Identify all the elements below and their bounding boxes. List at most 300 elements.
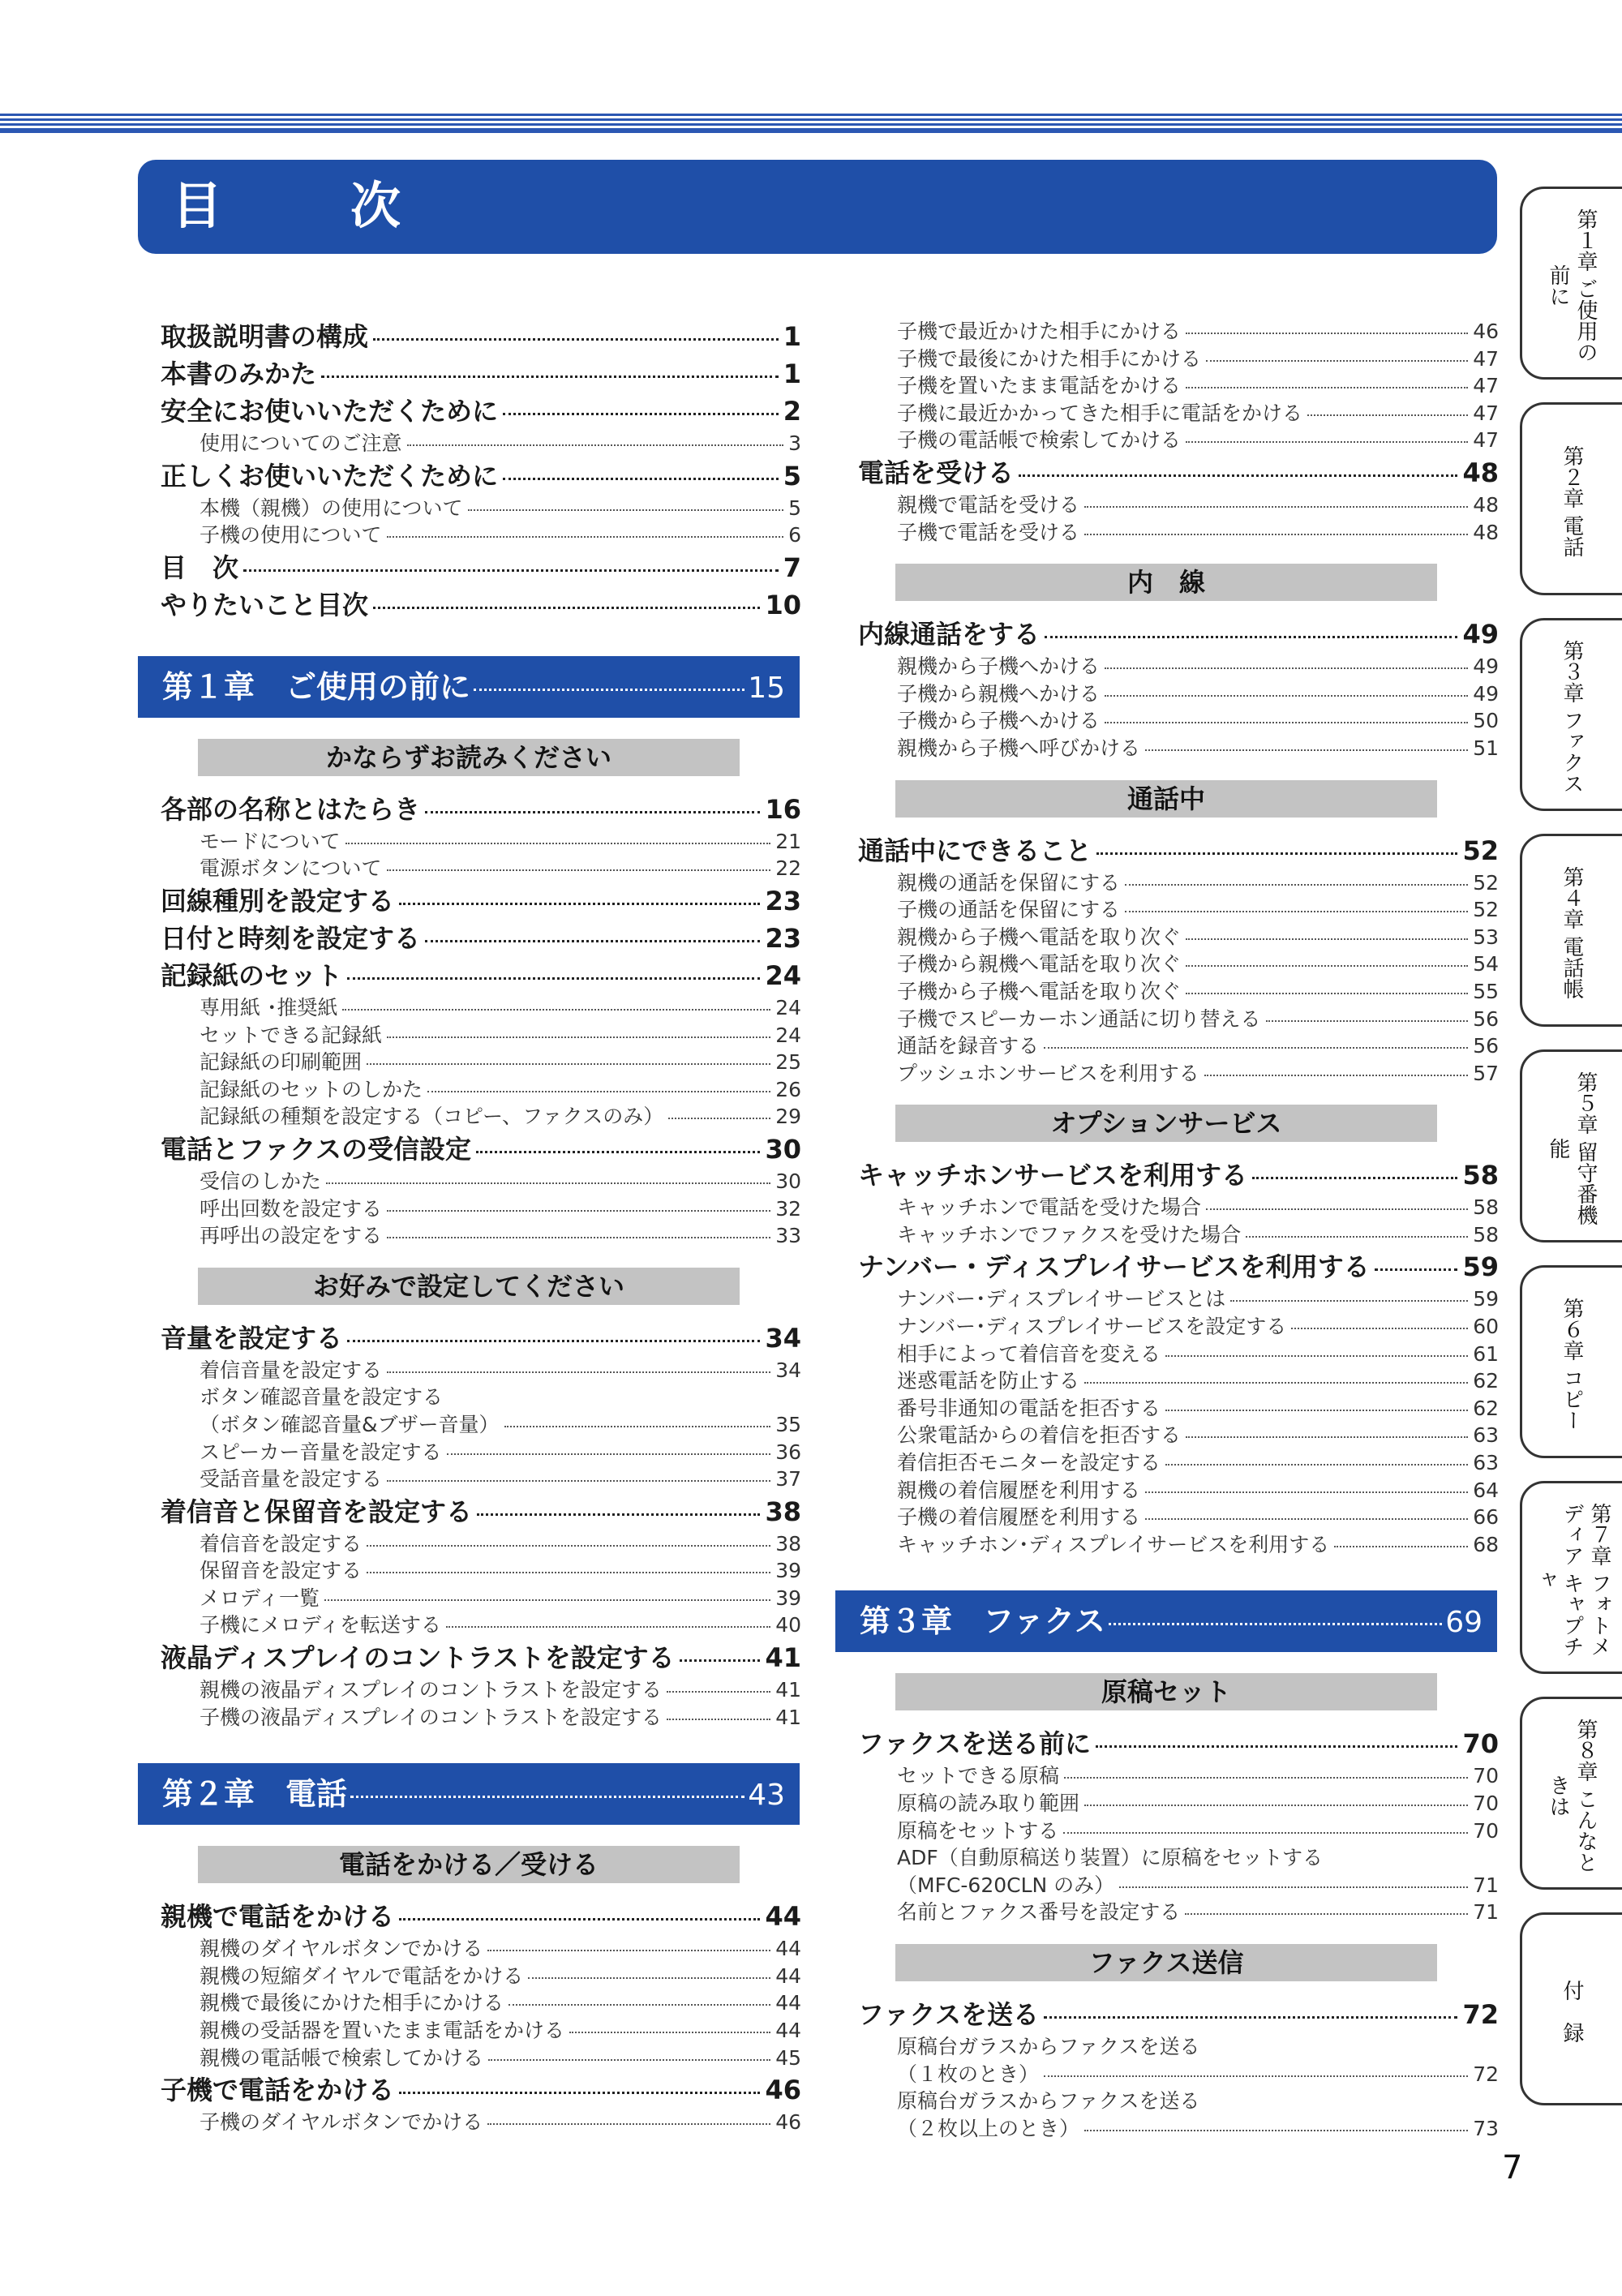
toc-entry[interactable] — [858, 1996, 1499, 2033]
dot-leader — [1252, 1177, 1457, 1179]
entry-title: ADF（自動原稿送り装置）に原稿をセットする — [897, 1846, 1323, 1870]
entry-page: 1 — [783, 321, 801, 352]
entry-page: 3 — [788, 431, 801, 455]
entry-title: 子機の液晶ディスプレイのコントラストを設定する — [200, 1705, 663, 1729]
entry-page: 23 — [765, 885, 801, 916]
toc-subentry[interactable] — [858, 1817, 1499, 1845]
toc-subentry[interactable] — [858, 978, 1499, 1006]
entry-title: モードについて — [200, 829, 341, 853]
toc-entry[interactable] — [161, 1131, 801, 1168]
chapter-header-3[interactable] — [835, 1590, 1497, 1652]
tab-chapter-2[interactable] — [1520, 402, 1622, 595]
toc-subentry[interactable] — [858, 1032, 1499, 1060]
dot-leader — [387, 1237, 770, 1238]
toc-subentry[interactable] — [161, 430, 801, 457]
entry-title: 親機から子機へ電話を取り次ぐ — [897, 925, 1182, 949]
toc-subentry[interactable] — [858, 1395, 1499, 1423]
entry-title: 液晶ディスプレイのコントラストを設定する — [161, 1642, 675, 1674]
dot-leader — [1230, 1300, 1468, 1302]
dot-leader — [1063, 1832, 1468, 1834]
toc-subentry[interactable] — [858, 372, 1499, 400]
toc-subentry[interactable] — [161, 1466, 801, 1493]
dot-leader — [387, 1210, 770, 1212]
toc-subentry[interactable] — [858, 896, 1499, 924]
toc-subentry[interactable] — [858, 2061, 1499, 2088]
entry-page: 48 — [1462, 457, 1499, 488]
entry-title: 番号非通知の電話を拒否する — [897, 1396, 1161, 1420]
entry-title: 受話音量を設定する — [200, 1467, 383, 1491]
dot-leader — [399, 903, 760, 905]
entry-page: 44 — [765, 1901, 801, 1933]
toc-subentry[interactable] — [161, 1168, 801, 1195]
entry-page: 47 — [1473, 374, 1499, 398]
dot-leader — [326, 1182, 770, 1184]
tab-label: 第４章 電話帳 — [1560, 865, 1584, 1000]
dot-leader — [1307, 414, 1468, 416]
dot-leader — [347, 1340, 760, 1342]
entry-title: 音量を設定する — [161, 1322, 343, 1354]
dot-leader — [477, 1513, 760, 1516]
dot-leader — [407, 444, 784, 446]
toc-subentry[interactable] — [858, 1790, 1499, 1817]
toc-subentry[interactable] — [858, 1449, 1499, 1477]
entry-title: 記録紙の種類を設定する（コピー、ファクスのみ） — [200, 1105, 664, 1129]
entry-title: 内線通話をする — [858, 619, 1041, 650]
entry-page: 38 — [765, 1496, 801, 1527]
entry-title: 子機を置いたまま電話をかける — [897, 374, 1182, 398]
toc-block — [161, 1320, 801, 1732]
entry-title: キャッチホンで電話を受けた場合 — [897, 1195, 1202, 1220]
entry-page: 62 — [1473, 1396, 1499, 1420]
entry-page: 38 — [775, 1531, 801, 1556]
toc-entry[interactable] — [161, 1320, 801, 1357]
dot-leader — [387, 1480, 770, 1482]
toc-entry[interactable] — [161, 791, 801, 828]
entry-title: 子機の通話を保留にする — [897, 898, 1121, 922]
toc-block — [858, 616, 1499, 762]
toc-subentry[interactable] — [161, 2109, 801, 2136]
tab-label: 第８章 こんなときは — [1546, 1718, 1598, 1873]
toc-subentry[interactable] — [858, 1477, 1499, 1504]
toc-subentry[interactable] — [858, 2115, 1499, 2143]
entry-page: 44 — [775, 1991, 801, 2015]
dot-leader — [399, 2092, 760, 2094]
entry-page: 66 — [1473, 1505, 1499, 1530]
toc-subentry[interactable] — [161, 2045, 801, 2072]
tab-chapter-6[interactable] — [1520, 1265, 1622, 1458]
entry-title: 親機の短縮ダイヤルで電話をかける — [200, 1963, 524, 1988]
dot-leader — [367, 1572, 770, 1573]
toc-subentry[interactable] — [858, 680, 1499, 708]
dot-leader — [427, 1091, 770, 1092]
toc-entry[interactable] — [161, 957, 801, 994]
entry-title: 親機の液晶ディスプレイのコントラストを設定する — [200, 1678, 663, 1702]
dot-leader — [387, 536, 784, 538]
entry-title: プッシュホンサービスを利用する — [897, 1061, 1199, 1085]
section-heading: 内 線 — [895, 564, 1437, 601]
dot-leader — [503, 413, 779, 415]
toc-subentry[interactable] — [858, 427, 1499, 454]
entry-page: 73 — [1473, 2116, 1499, 2140]
toc-subentry[interactable] — [161, 1611, 801, 1639]
section-heading: かならずお読みください — [198, 739, 740, 776]
entry-page: 46 — [775, 2110, 801, 2135]
entry-page: 24 — [775, 1023, 801, 1047]
entry-title: メロディ一覧 — [200, 1586, 320, 1610]
entry-title: 親機で電話をかける — [161, 1901, 395, 1933]
toc-subentry[interactable] — [858, 400, 1499, 427]
entry-page: 58 — [1473, 1195, 1499, 1220]
section-heading: 原稿セット — [895, 1673, 1437, 1710]
entry-page: 62 — [1473, 1369, 1499, 1393]
dot-leader — [1125, 911, 1468, 912]
toc-entry[interactable] — [858, 832, 1499, 869]
dot-leader — [1084, 506, 1468, 508]
dot-leader — [1105, 695, 1468, 697]
entry-title: 親機から子機へ呼びかける — [897, 736, 1141, 760]
entry-page: 5 — [783, 460, 801, 491]
entry-title: 各部の名称とはたらき — [161, 793, 421, 825]
toc-subentry[interactable] — [161, 1103, 801, 1131]
toc-entry[interactable] — [161, 2071, 801, 2109]
dot-leader — [1084, 1805, 1468, 1806]
entry-page: 49 — [1462, 619, 1499, 650]
toc-entry[interactable] — [161, 586, 801, 624]
chapter-title: ご使用の前に — [285, 668, 471, 705]
dot-leader — [476, 1151, 760, 1153]
toc-entry[interactable] — [161, 549, 801, 586]
toc-subentry[interactable] — [858, 1006, 1499, 1033]
entry-title: 安全にお使いいただくために — [161, 396, 499, 427]
tab-chapter-7[interactable] — [1520, 1481, 1622, 1674]
entry-page: 24 — [775, 995, 801, 1019]
entry-title: 子機の着信履歴を利用する — [897, 1505, 1141, 1530]
entry-title: 記録紙の印刷範囲 — [200, 1050, 363, 1075]
section-heading: 電話をかける／受ける — [198, 1846, 740, 1883]
chapter-header-2[interactable] — [138, 1763, 800, 1825]
entry-page: 36 — [775, 1440, 801, 1464]
tab-chapter-8[interactable] — [1520, 1697, 1622, 1890]
toc-entry[interactable] — [858, 454, 1499, 491]
entry-page: 22 — [775, 856, 801, 881]
toc-subentry[interactable] — [161, 1676, 801, 1704]
entry-title: 親機で電話を受ける — [897, 492, 1080, 517]
dot-leader — [373, 338, 779, 341]
entry-page: 47 — [1473, 401, 1499, 425]
toc-subentry[interactable] — [858, 1762, 1499, 1790]
toc-subentry[interactable] — [858, 1194, 1499, 1221]
entry-title: 通話中にできること — [858, 835, 1092, 866]
entry-page: 44 — [775, 2019, 801, 2043]
dot-leader — [1044, 2075, 1468, 2077]
toc-entry[interactable] — [858, 1248, 1499, 1285]
toc-subentry[interactable] — [858, 1367, 1499, 1395]
entry-page: 44 — [775, 1937, 801, 1961]
toc-subentry[interactable] — [858, 1341, 1499, 1368]
dot-leader — [487, 2123, 770, 2125]
entry-page: 23 — [765, 922, 801, 954]
tab-label: 第５章 留守番機能 — [1546, 1071, 1598, 1226]
tab-appendix[interactable] — [1520, 1912, 1622, 2105]
section-heading: 通話中 — [895, 780, 1437, 818]
entry-title: 子機のダイヤルボタンでかける — [200, 2110, 483, 2135]
dot-leader — [345, 843, 771, 844]
entry-title: 相手によって着信音を変える — [897, 1341, 1161, 1366]
dot-leader — [1165, 1355, 1468, 1357]
entry-page: 58 — [1462, 1160, 1499, 1191]
entry-page: 34 — [765, 1322, 801, 1354]
entry-page: 71 — [1473, 1873, 1499, 1897]
chapter-header-1[interactable] — [138, 656, 800, 718]
entry-title: ファクスを送る — [858, 1998, 1040, 2030]
dot-leader — [1186, 441, 1468, 443]
entry-title: セットできる記録紙 — [200, 1023, 383, 1047]
toc-subentry[interactable] — [858, 1504, 1499, 1531]
toc-subentry[interactable] — [858, 653, 1499, 680]
dot-leader — [1109, 1623, 1442, 1625]
toc-subentry[interactable] — [858, 519, 1499, 547]
entry-page: 59 — [1473, 1287, 1499, 1311]
entry-title: 本機（親機）の使用について — [200, 496, 463, 520]
toc-subentry[interactable] — [161, 1439, 801, 1466]
toc-subentry[interactable] — [858, 924, 1499, 951]
toc-entry[interactable] — [161, 318, 801, 355]
toc-entry[interactable] — [161, 1639, 801, 1676]
toc-entry[interactable] — [161, 1898, 801, 1935]
toc-subentry[interactable] — [858, 1422, 1499, 1449]
entry-page: 2 — [783, 396, 801, 427]
page-title-bar — [138, 160, 1497, 254]
dot-leader — [1186, 993, 1468, 994]
tab-label: 第３章 ファクス — [1560, 639, 1584, 795]
toc-subentry[interactable] — [858, 1221, 1499, 1249]
toc-subentry[interactable] — [161, 1357, 801, 1384]
toc-subentry[interactable] — [161, 521, 801, 549]
toc-subentry[interactable] — [161, 1935, 801, 1963]
entry-title: 正しくお使いいただくために — [161, 460, 499, 491]
entry-page: 70 — [1473, 1764, 1499, 1788]
dot-leader — [1019, 474, 1457, 477]
entry-page: 47 — [1473, 346, 1499, 371]
toc-subentry[interactable] — [161, 1557, 801, 1585]
tab-chapter-3[interactable] — [1520, 618, 1622, 811]
toc-subentry[interactable] — [858, 869, 1499, 897]
entry-title: 本書のみかた — [161, 358, 317, 389]
toc-entry[interactable] — [161, 355, 801, 393]
dot-leader — [1206, 1208, 1468, 1210]
tab-chapter-4[interactable] — [1520, 834, 1622, 1027]
entry-title: ナンバー･ディスプレイサービスとは — [897, 1287, 1226, 1311]
dot-leader — [367, 1545, 770, 1547]
entry-title: 親機で最後にかけた相手にかける — [200, 1991, 504, 2015]
entry-page: 47 — [1473, 428, 1499, 453]
dot-leader — [680, 1659, 761, 1662]
dot-leader — [1185, 1913, 1468, 1915]
toc-subentry[interactable] — [858, 1531, 1499, 1559]
entry-page: 6 — [788, 523, 801, 547]
entry-page: 25 — [775, 1050, 801, 1075]
entry-title: 着信音量を設定する — [200, 1358, 383, 1382]
toc-subentry[interactable] — [161, 1195, 801, 1223]
toc-subentry[interactable] — [858, 345, 1499, 373]
toc-entry[interactable] — [161, 1493, 801, 1530]
toc-subentry[interactable] — [858, 318, 1499, 345]
entry-page: 41 — [775, 1705, 801, 1729]
entry-title: 子機で電話を受ける — [897, 520, 1080, 544]
entry-page: 39 — [775, 1559, 801, 1583]
toc-subentry[interactable] — [161, 1022, 801, 1049]
dot-leader — [342, 1009, 770, 1011]
entry-page: 16 — [765, 793, 801, 825]
toc-subentry[interactable] — [858, 1899, 1499, 1926]
entry-page: 45 — [775, 2045, 801, 2070]
entry-page: 70 — [1462, 1728, 1499, 1760]
toc-subentry[interactable] — [858, 735, 1499, 762]
entry-page: 48 — [1473, 492, 1499, 517]
entry-page: 59 — [1462, 1251, 1499, 1283]
dot-leader — [1084, 1382, 1468, 1384]
toc-subentry[interactable] — [161, 1222, 801, 1250]
toc-subentry[interactable] — [161, 1704, 801, 1732]
toc-subentry[interactable] — [161, 1384, 801, 1411]
toc-subentry[interactable] — [858, 1060, 1499, 1088]
entry-page: 56 — [1473, 1034, 1499, 1058]
toc-block — [858, 318, 1499, 546]
dot-leader — [373, 607, 760, 609]
dot-leader — [1165, 1464, 1468, 1466]
toc-subentry[interactable] — [858, 2033, 1499, 2061]
entry-title: ナンバー・ディスプレイサービスを利用する — [858, 1251, 1370, 1283]
entry-page: 34 — [775, 1358, 801, 1382]
dot-leader — [1125, 884, 1468, 886]
toc-subentry[interactable] — [858, 491, 1499, 519]
toc-subentry[interactable] — [161, 1049, 801, 1076]
toc-subentry[interactable] — [858, 2088, 1499, 2115]
entry-title: 専用紙 ･推奨紙 — [200, 995, 338, 1019]
entry-page: 1 — [783, 358, 801, 389]
entry-page: 64 — [1473, 1478, 1499, 1502]
entry-page: 33 — [775, 1224, 801, 1248]
dot-leader — [1084, 2130, 1468, 2131]
entry-title: 受信のしかた — [200, 1169, 322, 1193]
tab-chapter-1[interactable] — [1520, 187, 1622, 380]
toc-entry[interactable] — [858, 616, 1499, 653]
dot-leader — [1375, 1268, 1458, 1271]
toc-subentry[interactable] — [161, 1585, 801, 1612]
toc-entry[interactable] — [858, 1725, 1499, 1762]
entry-title: 親機から子機へかける — [897, 654, 1101, 679]
toc-entry[interactable] — [161, 882, 801, 920]
chapter-number: 第１章 — [162, 668, 255, 705]
chapter-title: ファクス — [983, 1603, 1105, 1640]
dot-leader — [1064, 1777, 1468, 1779]
entry-page: 70 — [1473, 1818, 1499, 1843]
toc-subentry[interactable] — [161, 1076, 801, 1104]
toc-subentry[interactable] — [161, 1989, 801, 2017]
toc-subentry[interactable] — [858, 951, 1499, 978]
dot-leader — [387, 1371, 770, 1373]
dot-leader — [1084, 534, 1468, 535]
entry-title: 着信音と保留音を設定する — [161, 1496, 473, 1527]
toc-entry[interactable] — [161, 393, 801, 430]
dot-leader — [446, 1626, 770, 1628]
toc-block — [858, 1157, 1499, 1558]
tab-label: 第７章 フォトメディア キャプチャ — [1532, 1502, 1611, 1658]
tab-chapter-5[interactable] — [1520, 1049, 1622, 1242]
toc-subentry[interactable] — [161, 1530, 801, 1558]
toc-subentry[interactable] — [858, 1313, 1499, 1341]
toc-entry[interactable] — [161, 457, 801, 495]
tab-label: 第２章 電話 — [1560, 444, 1584, 558]
entry-page: 53 — [1473, 925, 1499, 949]
dot-leader — [1186, 333, 1468, 334]
entry-title: 子機から子機へ電話を取り次ぐ — [897, 979, 1182, 1003]
tab-label: 第６章 コピー — [1560, 1297, 1584, 1431]
dot-leader — [324, 1599, 770, 1601]
toc-subentry[interactable] — [161, 994, 801, 1022]
toc-subentry[interactable] — [858, 1844, 1499, 1872]
entry-page: 49 — [1473, 681, 1499, 706]
entry-title: 親機の受話器を置いたまま電話をかける — [200, 2019, 565, 2043]
chapter-page: 15 — [748, 671, 785, 705]
toc-block — [161, 791, 801, 1250]
entry-page: 49 — [1473, 654, 1499, 679]
entry-title: 子機で最後にかけた相手にかける — [897, 346, 1202, 371]
dot-leader — [503, 478, 779, 480]
dot-leader — [1186, 965, 1468, 967]
entry-page: 48 — [1473, 520, 1499, 544]
toc-entry[interactable] — [858, 1157, 1499, 1194]
entry-page: 41 — [765, 1642, 801, 1674]
toc-subentry[interactable] — [161, 1963, 801, 1990]
entry-page: 52 — [1473, 898, 1499, 922]
entry-page: 21 — [775, 829, 801, 853]
page-title: 目 次 — [172, 176, 440, 235]
toc-subentry[interactable] — [858, 1285, 1499, 1313]
toc-subentry[interactable] — [161, 2017, 801, 2045]
entry-page: 58 — [1473, 1222, 1499, 1247]
dot-leader — [425, 940, 760, 942]
dot-leader — [1044, 2016, 1457, 2019]
toc-block — [161, 1898, 801, 2136]
entry-page: 72 — [1473, 2062, 1499, 2086]
entry-title: 親機の着信履歴を利用する — [897, 1478, 1141, 1502]
entry-title: 子機から親機へ電話を取り次ぐ — [897, 952, 1182, 976]
toc-subentry[interactable] — [161, 855, 801, 882]
toc-entry[interactable] — [161, 920, 801, 957]
dot-leader — [474, 689, 744, 691]
chapter-page: 69 — [1445, 1606, 1483, 1640]
toc-subentry[interactable] — [161, 1411, 801, 1439]
toc-subentry[interactable] — [858, 1872, 1499, 1899]
toc-subentry[interactable] — [161, 495, 801, 522]
entry-title: 原稿台ガラスからファクスを送る — [897, 2034, 1200, 2058]
entry-page: 51 — [1473, 736, 1499, 760]
dot-leader — [1105, 667, 1468, 669]
entry-title: ボタン確認音量を設定する — [200, 1385, 444, 1410]
entry-title: 電源ボタンについて — [200, 856, 382, 881]
toc-subentry[interactable] — [161, 828, 801, 856]
dot-leader — [569, 2032, 770, 2033]
toc-subentry[interactable] — [858, 707, 1499, 735]
entry-title: （MFC-620CLN のみ） — [897, 1873, 1115, 1897]
toc-block — [858, 1996, 1499, 2142]
entry-title: 使用についてのご注意 — [200, 431, 402, 455]
dot-leader — [1145, 1518, 1468, 1520]
entry-title: 着信音を設定する — [200, 1531, 363, 1556]
entry-page: 39 — [775, 1586, 801, 1610]
entry-title: 電話とファクスの受信設定 — [161, 1133, 472, 1165]
